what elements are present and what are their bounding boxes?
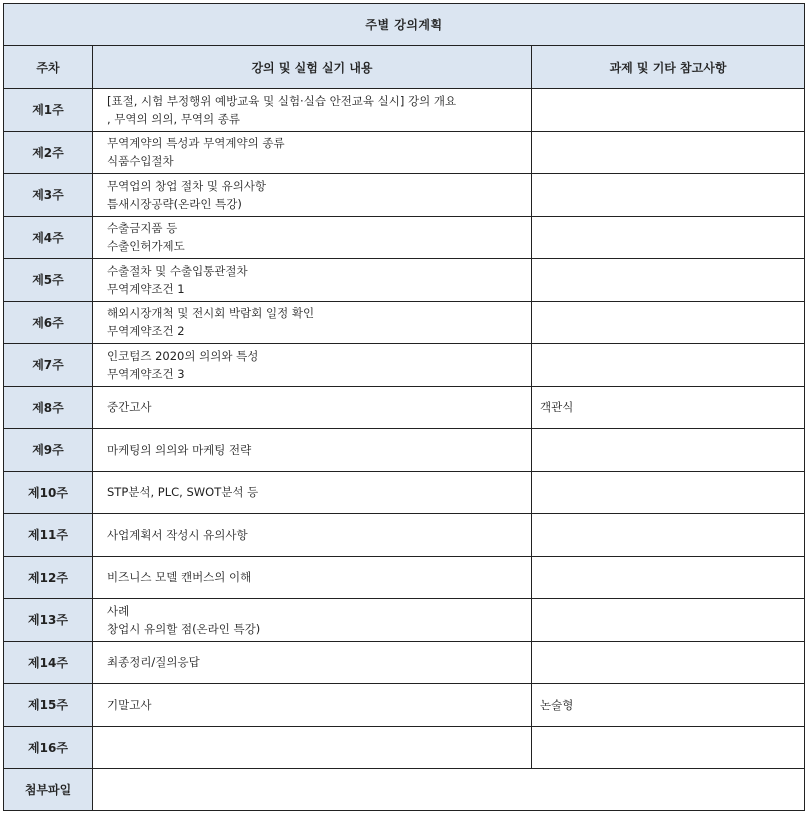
table-row: [4, 684, 805, 727]
week-content: [93, 386, 532, 429]
week-content: [93, 344, 532, 387]
week-note: [532, 514, 805, 557]
week-note: [532, 216, 805, 259]
table-row: [4, 216, 805, 259]
week-label: 제2주: [4, 131, 93, 174]
week-label: 제3주: [4, 174, 93, 217]
week-note: [532, 259, 805, 302]
week-content: [93, 89, 532, 132]
table-row: [4, 599, 805, 642]
week-label: 제6주: [4, 301, 93, 344]
table-row: [4, 89, 805, 132]
content-line: 틈새시장공략(온라인 특강): [107, 196, 242, 211]
content-line: 무역계약조건 3: [107, 366, 185, 381]
week-note: [532, 89, 805, 132]
table-row: [4, 301, 805, 344]
content-line: 인코텀즈 2020의 의의와 특성: [107, 348, 259, 363]
week-note: [532, 556, 805, 599]
table-row: [4, 556, 805, 599]
weekly-plan-table: [3, 3, 805, 811]
week-label: 제9주: [4, 429, 93, 472]
week-content: [93, 471, 532, 514]
content-line: 해외시장개척 및 전시회 박람회 일정 확인: [107, 306, 315, 321]
week-note: [532, 599, 805, 642]
week-content: [93, 556, 532, 599]
table-row: [4, 386, 805, 429]
week-content: [93, 259, 532, 302]
week-content: [93, 429, 532, 472]
table-row: [4, 174, 805, 217]
table-row: [4, 514, 805, 557]
week-label: 제5주: [4, 259, 93, 302]
week-note: [532, 344, 805, 387]
week-note: [532, 471, 805, 514]
content-line: 사례: [107, 603, 130, 618]
content-line: 수출금지품 등: [107, 221, 178, 236]
week-label: 제14주: [4, 641, 93, 684]
week-content: [93, 301, 532, 344]
content-line: , 무역의 의의, 무역의 종류: [107, 111, 241, 126]
table-row: [4, 131, 805, 174]
week-label: 제12주: [4, 556, 93, 599]
table-row: [4, 471, 805, 514]
week-note: [532, 301, 805, 344]
table-row: [4, 259, 805, 302]
header-content: 강의 및 실험 실기 내용: [93, 46, 532, 89]
attachment-label: 첨부파일: [4, 769, 93, 811]
header-notes: 과제 및 기타 참고사항: [532, 46, 805, 89]
week-label: 제4주: [4, 216, 93, 259]
week-label: 제8주: [4, 386, 93, 429]
week-content: [93, 174, 532, 217]
week-content: [93, 641, 532, 684]
week-label: 제16주: [4, 726, 93, 769]
table-row: [4, 429, 805, 472]
week-content: [93, 726, 532, 769]
week-content: [93, 599, 532, 642]
content-line: 기말고사: [107, 697, 152, 712]
week-label: 제11주: [4, 514, 93, 557]
content-line: 수출절차 및 수출입통관절차: [107, 263, 248, 278]
content-line: 사업계획서 작성시 유의사항: [107, 527, 248, 542]
week-label: 제1주: [4, 89, 93, 132]
content-line: 비즈니스 모델 캔버스의 이해: [107, 570, 252, 585]
table-row: [4, 344, 805, 387]
content-line: 마케팅의 의의와 마케팅 전략: [107, 442, 252, 457]
week-content: [93, 216, 532, 259]
week-note: [532, 131, 805, 174]
week-note: 객관식: [532, 386, 805, 429]
week-note: 논술형: [532, 684, 805, 727]
content-line: 최종정리/질의응답: [107, 655, 200, 670]
week-content: [93, 514, 532, 557]
week-note: [532, 641, 805, 684]
table-title: 주별 강의계획: [4, 4, 805, 46]
week-content: [93, 131, 532, 174]
week-note: [532, 429, 805, 472]
content-line: 중간고사: [107, 400, 152, 415]
week-label: 제7주: [4, 344, 93, 387]
week-note: [532, 174, 805, 217]
attachment-field[interactable]: [93, 769, 805, 811]
content-line: STP분석, PLC, SWOT분석 등: [107, 485, 259, 500]
content-line: 식품수입절차: [107, 154, 174, 169]
content-line: 무역계약조건 1: [107, 281, 185, 296]
content-line: 수출인허가제도: [107, 239, 185, 254]
week-label: 제15주: [4, 684, 93, 727]
week-label: 제10주: [4, 471, 93, 514]
week-content: [93, 684, 532, 727]
week-label: 제13주: [4, 599, 93, 642]
table-row: [4, 726, 805, 769]
content-line: 무역업의 창업 절차 및 유의사항: [107, 178, 267, 193]
content-line: 창업시 유의할 점(온라인 특강): [107, 621, 261, 636]
header-week: 주차: [4, 46, 93, 89]
content-line: [표절, 시험 부정행위 예방교육 및 실험·실습 안전교육 실시] 강의 개요: [107, 93, 457, 108]
attachment-row: [4, 769, 805, 811]
content-line: 무역계약조건 2: [107, 324, 185, 339]
week-note: [532, 726, 805, 769]
table-row: [4, 641, 805, 684]
content-line: 무역계약의 특성과 무역계약의 종류: [107, 136, 285, 151]
